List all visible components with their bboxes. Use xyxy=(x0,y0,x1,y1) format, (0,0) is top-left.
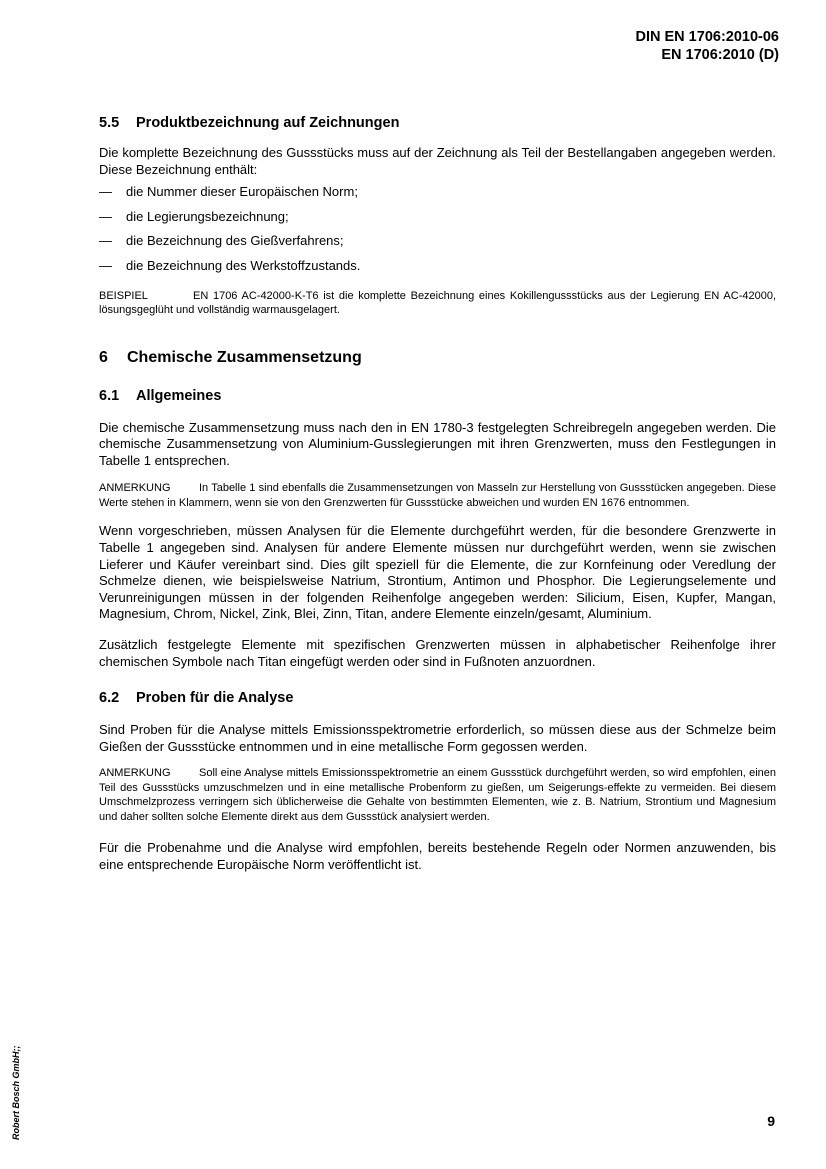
note-text: Soll eine Analyse mittels Emissionsspektrometrie an einem Gussstück durchgeführt werden, so wird empfohlen, einen Teil des Gussstücks umzuschmelzen und in eine metallische Probenform zu gießen, um Seigerungs-effekte zu vermeiden. Bei diesem Umschmelzprozess verringern sich üblicherweise die Gehalte von bestimmten Elementen, wie z. B. Natrium, Strontium und Magnesium und daher sollten solche Elemente direkt aus dem Gussstück analysiert werden. xyxy=(99,767,776,823)
section-5-5-paragraph: Die komplette Bezeichnung des Gussstücks muss auf der Zeichnung als Teil der Bestellangaben angegeben werden. Diese Bezeichnung enthält: xyxy=(99,145,776,177)
note-label: ANMERKUNG xyxy=(99,767,171,780)
standard-number-en: EN 1706:2010 (D) xyxy=(661,47,779,63)
note-text: In Tabelle 1 sind ebenfalls die Zusammensetzungen von Masseln zur Herstellung von Gussstücken angegeben. Diese Werte stehen in Klammern, wenn sie von den Grenzwerten für Gussstücke abweichen und wurden EN 1676 entnommen. xyxy=(99,482,776,509)
dash-marker: — xyxy=(99,208,112,224)
section-6-1-note xyxy=(99,481,776,510)
list-item-text: die Legierungsbezeichnung; xyxy=(126,208,289,224)
list-item xyxy=(99,258,776,275)
section-title: Produktbezeichnung auf Zeichnungen xyxy=(136,115,400,131)
section-number: 6 xyxy=(99,348,108,366)
section-6-2-paragraph-1: Sind Proben für die Analyse mittels Emissionsspektrometrie erforderlich, so müssen diese aus der Schmelze beim Gießen der Gussstücke entnommen und in eine metallische Form gegossen werden. xyxy=(99,722,776,754)
note-label: ANMERKUNG xyxy=(99,482,171,495)
example-note xyxy=(99,289,776,318)
margin-watermark-text: Robert Bosch GmbH;; xyxy=(11,1045,21,1140)
example-text: EN 1706 AC-42000-K-T6 ist die komplette Bezeichnung eines Kokillengussstücks aus der Legierung EN AC-42000, lösungsgeglüht und vollständig warmausgelagert. xyxy=(99,289,776,317)
page-number: 9 xyxy=(767,1113,775,1129)
section-title: Chemische Zusammensetzung xyxy=(127,348,362,366)
section-6-1-paragraph-2: Wenn vorgeschrieben, müssen Analysen für die Elemente durchgeführt werden, für die besondere Grenzwerte in Tabelle 1 angegeben sind. Analysen für andere Elemente müssen nur durchgeführt werden, wenn sie zwischen Lieferer und Käufer vereinbart sind. Dies gilt speziell für die Elemente, die zur Kornfeinung oder Veredlung der Schmelze dienen, wie beispielsweise Natrium, Strontium, Antimon und Phosphor. Die Legierungselemente und Verunreinigungen müssen in der folgenden Reihenfolge angegeben werden: Silicium, Eisen, Kupfer, Mangan, Magnesium, Chrom, Nickel, Zink, Blei, Zinn, Titan, andere Elemente einzeln/gesamt, Aluminium. xyxy=(99,523,776,622)
list-item xyxy=(99,184,776,201)
dash-marker: — xyxy=(99,184,112,200)
section-5-5-heading xyxy=(99,114,776,132)
example-label: BEISPIEL xyxy=(99,289,148,302)
dash-marker: — xyxy=(99,233,112,249)
section-6-2-paragraph-2: Für die Probenahme und die Analyse wird empfohlen, bereits bestehende Regeln oder Normen anzuwenden, bis eine entsprechende Europäische Norm veröffentlicht ist. xyxy=(99,840,776,872)
list-item-text: die Bezeichnung des Gießverfahrens; xyxy=(126,233,344,249)
list-item xyxy=(99,233,776,250)
section-6-1-heading xyxy=(99,387,776,405)
list-item-text: die Nummer dieser Europäischen Norm; xyxy=(126,184,358,200)
document-header xyxy=(636,28,779,64)
list-item xyxy=(99,209,776,226)
section-6-1-paragraph-1: Die chemische Zusammensetzung muss nach den in EN 1780-3 festgelegten Schreibregeln angegeben werden. Die chemische Zusammensetzung von Aluminium-Gusslegierungen mit ihren Grenzwerten, muss den Festlegungen in Tabelle 1 entsprechen. xyxy=(99,419,776,468)
section-title: Proben für die Analyse xyxy=(136,690,294,707)
section-number: 6.2 xyxy=(99,690,120,707)
section-number: 6.1 xyxy=(99,387,120,404)
section-6-2-heading xyxy=(99,689,776,707)
dash-marker: — xyxy=(99,257,112,273)
section-6-2-note xyxy=(99,766,776,824)
designation-list xyxy=(99,184,776,274)
standard-number-din: DIN EN 1706:2010-06 xyxy=(635,29,779,45)
section-number: 5.5 xyxy=(99,115,120,131)
section-6-heading xyxy=(99,348,776,368)
page-content xyxy=(99,114,776,873)
section-title: Allgemeines xyxy=(136,387,222,404)
section-6-1-paragraph-3: Zusätzlich festgelegte Elemente mit spezifischen Grenzwerten müssen in alphabetischer Reihenfolge ihrer chemischen Symbole nach Titan eingefügt werden oder sind in Fußnoten anzuordnen. xyxy=(99,636,776,669)
list-item-text: die Bezeichnung des Werkstoffzustands. xyxy=(126,257,361,273)
